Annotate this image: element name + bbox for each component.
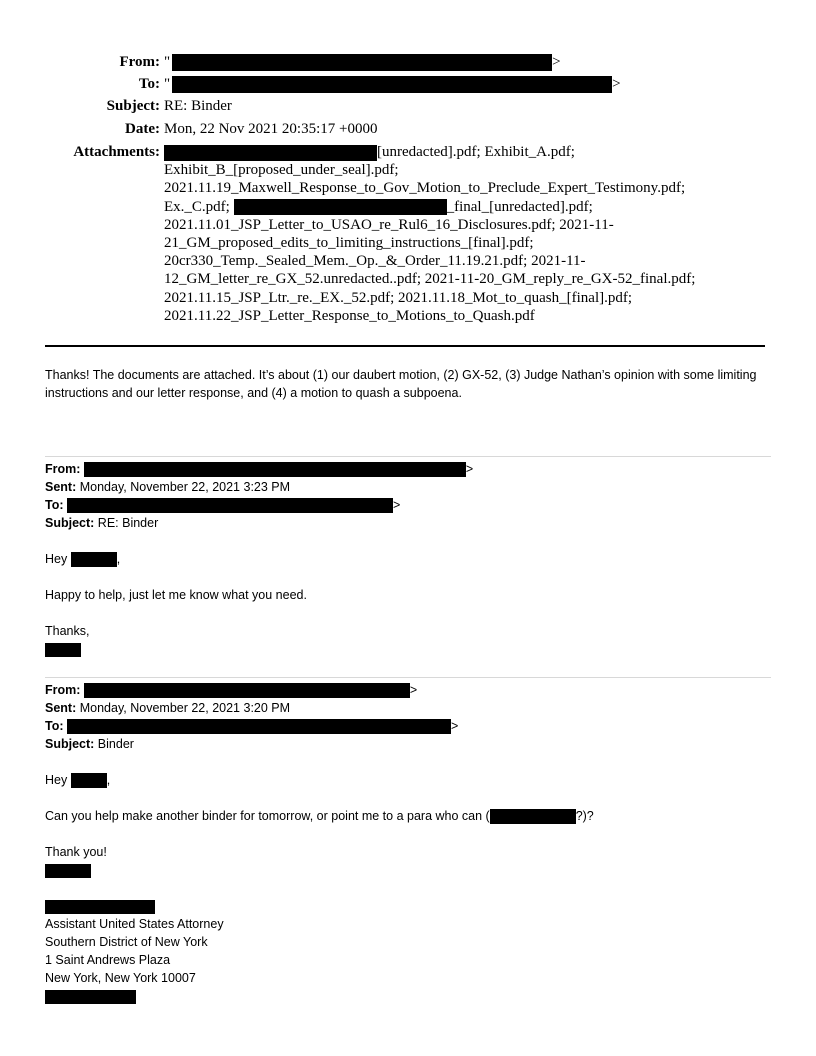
message-divider bbox=[45, 456, 771, 457]
subject-row bbox=[0, 97, 816, 115]
redaction bbox=[172, 76, 612, 93]
signature-office: Southern District of New York bbox=[45, 935, 208, 949]
greeting-comma: , bbox=[106, 773, 111, 787]
attachments-label: Attachments: bbox=[73, 144, 160, 160]
attachment-text[interactable]: _final_[unredacted].pdf; bbox=[446, 198, 593, 215]
date-value: Mon, 22 Nov 2021 20:35:17 +0000 bbox=[164, 121, 378, 137]
signature-name-redaction bbox=[45, 900, 155, 914]
msg2-from-row bbox=[45, 681, 417, 699]
signature-city: New York, New York 10007 bbox=[45, 971, 196, 985]
msg1-greeting bbox=[45, 550, 120, 568]
subject-label: Subject: bbox=[106, 98, 160, 114]
msg1-to-row bbox=[45, 496, 400, 514]
greeting-comma: , bbox=[116, 552, 121, 566]
msg2-closing: Thank you! bbox=[45, 845, 107, 859]
redaction bbox=[67, 498, 393, 513]
from-label: From: bbox=[45, 683, 81, 697]
redaction bbox=[84, 462, 466, 477]
subject-label: Subject: bbox=[45, 516, 95, 530]
msg2-to-row bbox=[45, 717, 458, 735]
from-suffix: > bbox=[465, 462, 474, 476]
redaction bbox=[71, 773, 107, 788]
msg2-sent-row bbox=[45, 699, 290, 717]
attachment-line[interactable]: 2021.11.01_JSP_Letter_to_USAO_re_Rul6_16_Disclosures.pdf; 2021-11- bbox=[164, 216, 614, 233]
redaction bbox=[234, 199, 447, 215]
msg1-closing: Thanks, bbox=[45, 624, 90, 638]
redaction bbox=[84, 683, 410, 698]
msg1-from-row bbox=[45, 460, 473, 478]
from-label: From: bbox=[45, 462, 81, 476]
redaction bbox=[71, 552, 117, 567]
to-suffix: > bbox=[451, 719, 459, 733]
attachment-line[interactable]: 2021.11.15_JSP_Ltr._re._EX._52.pdf; 2021.11.18_Mot_to_quash_[final].pdf; bbox=[164, 289, 633, 306]
msg1-subject-row bbox=[45, 514, 158, 532]
attachment-line[interactable]: 2021.11.19_Maxwell_Response_to_Gov_Motion_to_Preclude_Expert_Testimony.pdf; bbox=[164, 180, 686, 197]
msg1-sent-row bbox=[45, 478, 290, 496]
date-row bbox=[0, 120, 816, 138]
redaction bbox=[490, 809, 576, 824]
attachment-text[interactable]: [unredacted].pdf; Exhibit_A.pdf; bbox=[377, 144, 575, 160]
attachment-line[interactable]: 20cr330_Temp._Sealed_Mem._Op._&_Order_11.19.21.pdf; 2021-11- bbox=[164, 253, 586, 270]
to-suffix: > bbox=[612, 76, 621, 92]
from-suffix: > bbox=[409, 683, 418, 697]
to-quote: " bbox=[164, 76, 171, 92]
attachment-line[interactable]: 21_GM_proposed_edits_to_limiting_instructions_[final].pdf; bbox=[164, 234, 534, 251]
sent-value: Monday, November 22, 2021 3:23 PM bbox=[79, 480, 291, 494]
to-label: To: bbox=[45, 719, 64, 733]
message-divider bbox=[45, 677, 771, 678]
header-divider bbox=[45, 345, 765, 347]
signature-redaction bbox=[45, 864, 91, 878]
from-label: From: bbox=[119, 54, 160, 70]
subject-value: RE: Binder bbox=[164, 98, 232, 114]
date-label: Date: bbox=[125, 121, 160, 137]
redaction bbox=[164, 145, 377, 161]
msg2-body bbox=[45, 807, 594, 825]
attachment-line[interactable]: 12_GM_letter_re_GX_52.unredacted..pdf; 2021-11-20_GM_reply_re_GX-52_final.pdf; bbox=[164, 271, 696, 288]
greeting-text: Hey bbox=[45, 552, 68, 566]
msg2-subject-row bbox=[45, 735, 134, 753]
attachment-line[interactable]: 2021.11.22_JSP_Letter_Response_to_Motions_to_Quash.pdf bbox=[164, 307, 535, 324]
body-text: ?)? bbox=[575, 809, 594, 823]
attachment-text[interactable]: Ex._C.pdf; bbox=[164, 198, 230, 215]
from-suffix: > bbox=[552, 54, 561, 70]
attachment-line[interactable]: Exhibit_B_[proposed_under_seal].pdf; bbox=[164, 162, 399, 179]
attachment-line bbox=[164, 143, 784, 161]
msg2-greeting bbox=[45, 771, 110, 789]
sent-label: Sent: bbox=[45, 701, 77, 715]
to-label: To: bbox=[45, 498, 64, 512]
subject-value: Binder bbox=[97, 737, 134, 751]
to-row bbox=[0, 75, 816, 93]
to-value bbox=[164, 75, 621, 93]
to-label: To: bbox=[138, 76, 160, 92]
from-row bbox=[0, 53, 816, 71]
signature-phone-redaction bbox=[45, 990, 136, 1004]
attachments-list bbox=[164, 143, 784, 325]
sent-label: Sent: bbox=[45, 480, 77, 494]
signature-title: Assistant United States Attorney bbox=[45, 917, 224, 931]
redaction bbox=[67, 719, 451, 734]
subject-label: Subject: bbox=[45, 737, 95, 751]
reply-body: Thanks! The documents are attached. It’s about (1) our daubert motion, (2) GX-52, (3) Judge Nathan’s opinion with some limiting instructions and our letter response, and (4) a motion to quash a subpoena. bbox=[45, 368, 757, 400]
from-quote: " bbox=[164, 54, 171, 70]
signature-redaction bbox=[45, 643, 81, 657]
from-value bbox=[164, 53, 561, 71]
subject-value: RE: Binder bbox=[97, 516, 159, 530]
sent-value: Monday, November 22, 2021 3:20 PM bbox=[79, 701, 291, 715]
attachment-line bbox=[164, 198, 784, 216]
msg1-body: Happy to help, just let me know what you need. bbox=[45, 588, 307, 602]
greeting-text: Hey bbox=[45, 773, 68, 787]
body-text: Can you help make another binder for tomorrow, or point me to a para who can ( bbox=[45, 809, 490, 823]
signature-address: 1 Saint Andrews Plaza bbox=[45, 953, 171, 967]
to-suffix: > bbox=[393, 498, 401, 512]
redaction bbox=[172, 54, 552, 71]
